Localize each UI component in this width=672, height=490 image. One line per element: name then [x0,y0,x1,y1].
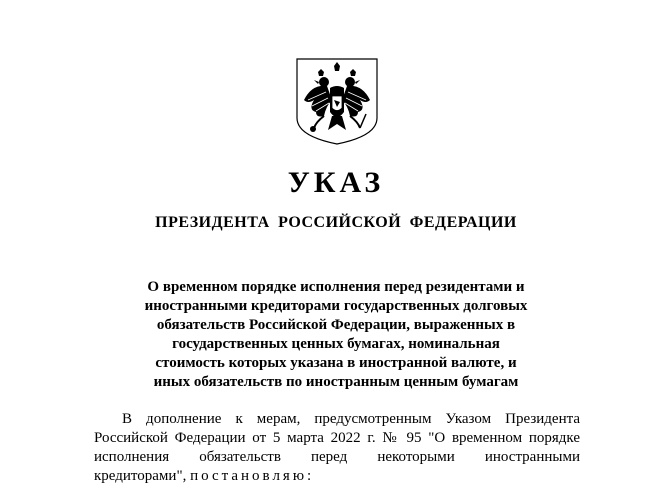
body-line: исполнения обязательств перед некоторыми иностранными [94,449,580,465]
body-line-last [94,467,580,486]
decree-body-paragraph [94,410,580,486]
body-line: Российской Федерации от 5 марта 2022 г. № 95 "О временном порядке [94,430,580,446]
body-spaced-word: постановляю: [190,468,315,484]
heading-line: иностранными кредиторами государственных долговых [144,298,528,314]
body-line: кредиторами", [94,468,191,484]
decree-title: УКАЗ [287,166,385,199]
heading-line: иных обязательств по иностранным ценным бумагам [153,374,519,390]
heading-line: О временном порядке исполнения перед резидентами и [147,279,525,295]
coat-of-arms-emblem [294,56,380,146]
heading-line: обязательств Российской Федерации, выраженных в [156,317,516,333]
double-headed-eagle-icon [294,56,380,146]
heading-line: стоимость которых указана в иностранной валюте, и [155,355,517,371]
body-line: В дополнение к мерам, предусмотренным Указом Президента [122,411,580,427]
decree-issuer: ПРЕЗИДЕНТА РОССИЙСКОЙ ФЕДЕРАЦИИ [155,214,517,231]
decree-heading [96,278,576,392]
heading-line: государственных ценных бумагах, номинальная [172,336,500,352]
